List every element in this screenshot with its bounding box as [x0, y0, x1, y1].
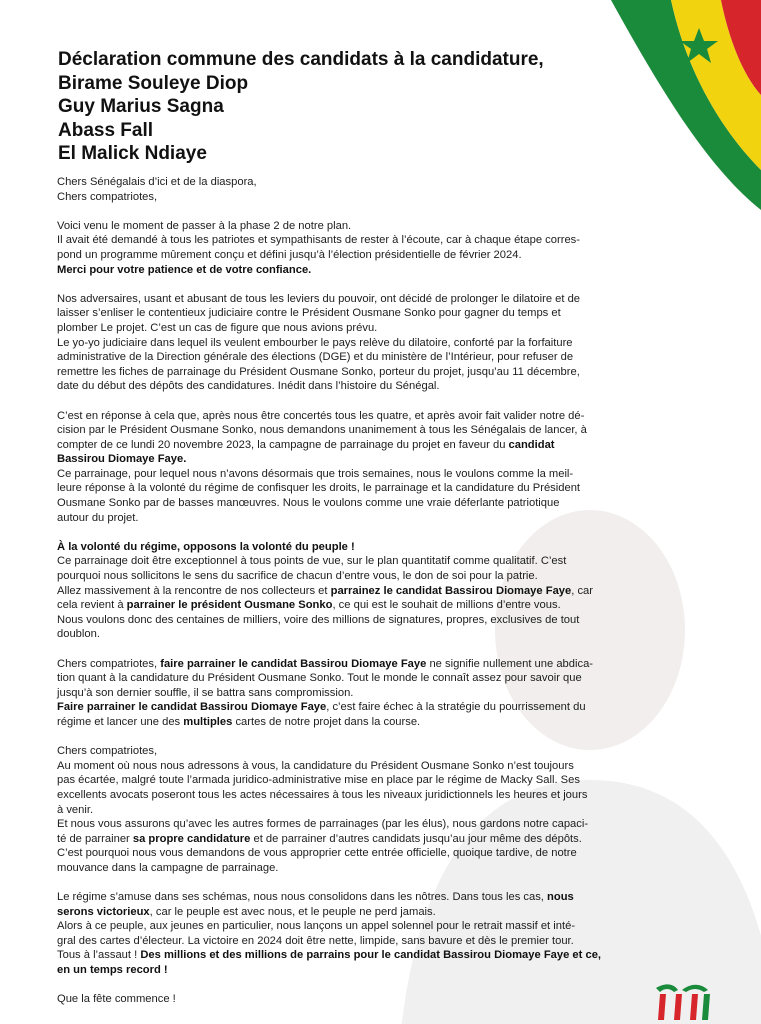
text-line: Voici venu le moment de passer à la phase 2 de notre plan. [57, 219, 352, 232]
text-line: Le yo-yo judiciaire dans lequel ils veulent embourber le pays relève du dilatoire, conforté par la forfaiture [57, 336, 573, 349]
text-line: jusqu’à son dernier souffle, il se battra sans compromission. [57, 686, 354, 699]
text-line [57, 905, 722, 920]
paragraph-victoire [57, 890, 722, 978]
closing-line [57, 992, 722, 1007]
text-run: cela revient à [57, 599, 127, 612]
text-line [57, 832, 722, 847]
text-line: remettre les fiches de parrainage du Président Ousmane Sonko, porteur du projet, jusqu’au 11 décembre, [57, 365, 580, 378]
text-line: Alors à ce peuple, aux jeunes en particulier, nous lançons un appel solennel pour le retrait massif et inté- [57, 920, 576, 933]
text-line: Il avait été demandé à tous les patriotes et sympathisants de rester à l’écoute, car à chaque étape corres- [57, 234, 580, 247]
candidate-name: El Malick Ndiaye [58, 143, 207, 164]
text-line [57, 598, 722, 613]
text-line [57, 948, 722, 963]
text-line: autour du projet. [57, 511, 139, 524]
text-run: régime et lancer une des [57, 715, 184, 728]
paragraph-candidature [57, 744, 722, 875]
text-run-bold: parrainer le président Ousmane Sonko [126, 599, 333, 612]
text-line: Nos adversaires, usant et abusant de tous les leviers du pouvoir, ont décidé de prolonger le dilatoire et de [57, 292, 581, 305]
text-line: administrative de la Direction générale des élections (DGE) et du ministère de l’Intérieur, pour refuser de [57, 351, 574, 364]
declaration-title [58, 48, 544, 166]
text-run: Allez massivement à la rencontre de nos collecteurs et [57, 584, 331, 597]
text-line: Ousmane Sonko par de basses manœuvres. Nous le voulons comme une vraie déferlante patriotique [57, 497, 560, 510]
text-line: date du début des dépôts des candidatures. Inédit dans l’histoire du Sénégal. [57, 380, 440, 393]
paragraph-abdication [57, 657, 722, 730]
text-line-bold: Bassirou Diomaye Faye. [57, 453, 187, 466]
text-line: Au moment où nous nous adressons à vous, la candidature du Président Ousmane Sonko n’est toujours [57, 759, 574, 772]
text-line: Ce parrainage doit être exceptionnel à tous points de vue, sur le plan quantitatif comme qualitatif. C’est [57, 555, 567, 568]
text-run: cartes de notre projet dans la course. [232, 715, 421, 728]
text-line: Ce parrainage, pour lequel nous n’avons désormais que trois semaines, nous le voulons comme la meil- [57, 467, 574, 480]
text-line: cision par le Président Ousmane Sonko, nous demandons unanimement à tous les Sénégalais de lancer, à [57, 424, 587, 437]
title-heading: Déclaration commune des candidats à la candidature, [58, 49, 544, 70]
text-line: pourquoi nous sollicitons le sens du sacrifice de chacun d’entre vous, le don de soi pour la patrie. [57, 570, 538, 583]
text-line: C’est pourquoi nous vous demandons de vous approprier cette entrée officielle, quoique tardive, de notre [57, 847, 577, 860]
text-line: Chers compatriotes, [57, 190, 158, 203]
text-line-bold: À la volonté du régime, opposons la volonté du peuple ! [57, 540, 355, 553]
text-line: C’est en réponse à cela que, après nous être concertés tous les quatre, et après avoir fait valider notre dé- [57, 409, 585, 422]
greeting [57, 175, 722, 204]
text-line-bold: Merci pour votre patience et de votre confiance. [57, 263, 312, 276]
text-line: laisser s’enliser le contentieux judiciaire contre le Président Ousmane Sonko pour gagner du temps et [57, 307, 561, 320]
text-run-bold: Faire parrainer le candidat Bassirou Diomaye Faye [57, 701, 327, 714]
paragraph-volonte [57, 540, 722, 642]
paragraph-phase-2 [57, 219, 722, 277]
text-line: Chers Sénégalais d’ici et de la diaspora, [57, 176, 257, 188]
text-line: pas écartée, malgré toute l’armada juridico-administrative mise en place par le régime de Macky Sall. Ses [57, 774, 580, 787]
text-line [57, 700, 722, 715]
text-run: et de parrainer d’autres candidats jusqu’au jour même des dépôts. [250, 832, 582, 845]
text-run-bold: parrainez le candidat Bassirou Diomaye Faye [330, 584, 572, 597]
text-line: Et nous vous assurons qu’avec les autres formes de parrainages (par les élus), nous gardons notre capaci- [57, 818, 589, 831]
text-run: , ce qui est le souhait de millions d’entre vous. [332, 599, 561, 612]
text-line: leure réponse à la volonté du régime de confisquer les droits, le parrainage et la candidature du Président [57, 482, 581, 495]
text-line: mouvance dans la campagne de parrainage. [57, 861, 279, 874]
text-run: , car le peuple est avec nous, et le peuple ne perd jamais. [149, 905, 436, 918]
paragraph-campagne [57, 409, 722, 526]
text-run: té de parrainer [57, 832, 133, 845]
text-run: Le régime s’amuse dans ses schémas, nous nous consolidons dans les nôtres. Dans tous les cas, [57, 891, 548, 904]
text-run-bold: serons victorieux [57, 905, 150, 918]
text-line: doublon. [57, 628, 100, 641]
text-line [57, 715, 722, 730]
party-logo-icon [652, 980, 716, 1024]
text-run-bold: sa propre candidature [132, 832, 251, 845]
text-line-bold: en un temps record ! [57, 964, 168, 977]
text-line [57, 438, 722, 453]
candidate-name: Birame Souleye Diop [58, 72, 249, 94]
text-line: gral des cartes d’électeur. La victoire en 2024 doit être nette, limpide, sans bavure et dès le premier tour. [57, 934, 574, 947]
text-line: excellents avocats poseront tous les actes nécessaires à tous les niveaux juridictionnels les heures et jours [57, 788, 588, 801]
text-run: ne signifie nullement une abdica- [426, 657, 594, 670]
text-line [57, 584, 722, 599]
text-line: Que la fête commence ! [57, 993, 176, 1006]
candidate-name: Guy Marius Sagna [58, 96, 224, 117]
text-line: plomber Le projet. C’est un cas de figure que nous avions prévu. [57, 321, 378, 334]
text-run-bold: multiples [183, 715, 233, 728]
declaration-body [57, 175, 722, 1021]
text-run: , car [571, 584, 593, 597]
text-run-bold: candidat [508, 438, 555, 451]
text-line: pond un programme mûrement conçu et défini jusqu’à l’élection présidentielle de février 2024. [57, 248, 522, 261]
text-run-bold: nous [547, 891, 574, 904]
text-line: Chers compatriotes, [57, 745, 158, 758]
text-line: tion quant à la candidature du Président Ousmane Sonko. Tout le monde le connaît assez pour savoir que [57, 672, 582, 685]
paragraph-adversaires [57, 292, 722, 394]
text-line: à venir. [57, 803, 94, 816]
text-line [57, 657, 722, 672]
text-run: Chers compatriotes, [57, 657, 161, 670]
text-run: Tous à l’assaut ! [57, 949, 141, 962]
text-run-bold: faire parrainer le candidat Bassirou Diomaye Faye [160, 657, 427, 670]
text-line [57, 890, 722, 905]
text-run: compter de ce lundi 20 novembre 2023, la campagne de parrainage du projet en faveur du [57, 438, 509, 451]
text-line: Nous voulons donc des centaines de milliers, voire des millions de signatures, propres, exclusives de tout [57, 613, 580, 626]
candidate-name: Abass Fall [58, 119, 154, 141]
text-run-bold: Des millions et des millions de parrains pour le candidat Bassirou Diomaye Faye et ce, [140, 949, 602, 962]
text-run: , c’est faire échec à la stratégie du pourrissement du [326, 701, 586, 714]
